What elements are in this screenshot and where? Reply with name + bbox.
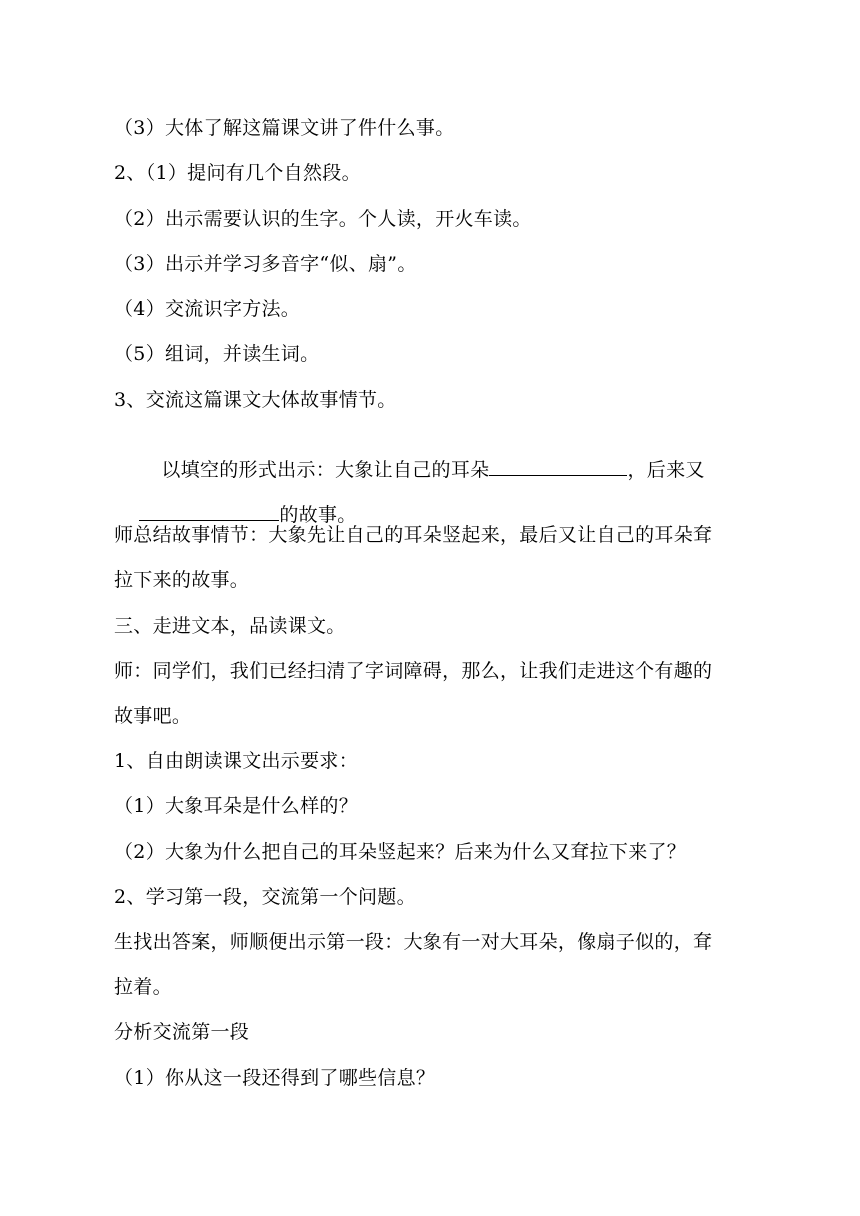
text-line: 分析交流第一段 <box>114 1021 250 1043</box>
text-line: （5）组词，并读生词。 <box>114 343 320 365</box>
text-line: 生找出答案，师顺便出示第一段：大象有一对大耳朵，像扇子似的，耷 <box>114 931 713 953</box>
text-line: 拉着。 <box>114 976 172 998</box>
text-line: （1）大象耳朵是什么样的？ <box>114 795 358 817</box>
fill-blank-ending: 的故事。 <box>279 504 357 526</box>
text-line: 师总结故事情节：大象先让自己的耳朵竖起来，最后又让自己的耳朵耷 <box>114 524 713 546</box>
text-line: 拉下来的故事。 <box>114 569 250 591</box>
fill-blank-underline <box>139 502 279 521</box>
text-line: （4）交流识字方法。 <box>114 298 301 320</box>
text-line: （1）你从这一段还得到了哪些信息？ <box>114 1067 436 1089</box>
text-line: 2、（1）提问有几个自然段。 <box>114 162 361 184</box>
section-heading: 三、走进文本，品读课文。 <box>114 615 346 637</box>
text-line: 3、交流这篇课文大体故事情节。 <box>114 389 397 411</box>
text-line: （3）大体了解这篇课文讲了件什么事。 <box>114 117 455 139</box>
fill-blank-continuation: ，后来又 <box>627 459 705 481</box>
text-line: 1、自由朗读课文出示要求： <box>114 750 358 772</box>
text-line: 师：同学们，我们已经扫清了字词障碍，那么，让我们走进这个有趣的 <box>114 660 713 682</box>
fill-blank-prompt: 以填空的形式出示：大象让自己的耳朵 <box>161 459 490 481</box>
fill-blank-underline <box>489 457 627 476</box>
text-line: 故事吧。 <box>114 705 192 727</box>
text-line: （2）大象为什么把自己的耳朵竖起来？后来为什么又耷拉下来了？ <box>114 841 687 863</box>
text-line: 2、学习第一段，交流第一个问题。 <box>114 886 416 908</box>
text-line: （3）出示并学习多音字“似、扇”。 <box>114 253 417 275</box>
text-line: （2）出示需要认识的生字。个人读，开火车读。 <box>114 208 532 230</box>
